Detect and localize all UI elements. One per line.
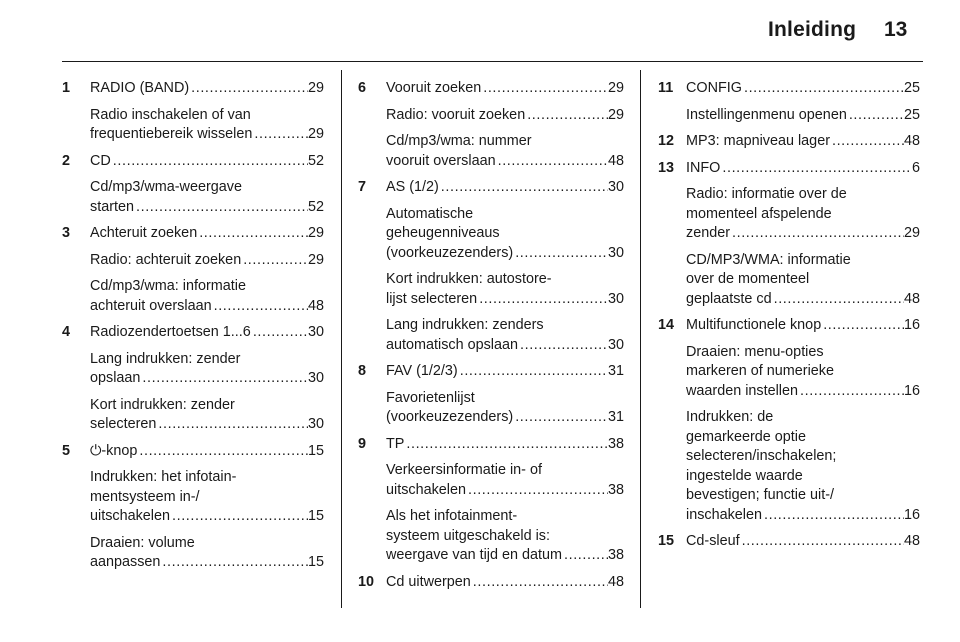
toc-text: Cd/mp3/wma-weergave (90, 179, 242, 195)
toc-subentry (62, 534, 324, 573)
toc-entry (62, 79, 324, 99)
toc-text: Radiozendertoetsen 1...6 (90, 324, 251, 340)
toc-entry (658, 132, 920, 152)
toc-line (358, 316, 624, 336)
toc-text: Favorietenlijst (386, 389, 475, 406)
toc-line (658, 382, 920, 402)
toc-leader-dots (742, 79, 904, 99)
toc-leader-dots (189, 79, 308, 99)
toc-entry (658, 532, 920, 552)
toc-text: weergave van tijd en datum (386, 547, 562, 563)
toc-item-number: 12 (658, 133, 675, 149)
toc-line (358, 106, 624, 126)
toc-line (358, 481, 624, 501)
toc-page-ref: 15 (307, 554, 324, 570)
toc-leader-dots (471, 573, 608, 593)
toc-line (358, 290, 624, 310)
toc-page-ref: 15 (307, 508, 324, 524)
toc-line (658, 428, 920, 448)
toc-text: Cd/mp3/wma: nummer (386, 133, 532, 149)
toc-entry (62, 442, 324, 462)
toc-text: aanpassen (90, 554, 161, 570)
toc-text: (voorkeuzezenders) (386, 244, 514, 261)
toc-page-ref: 48 (903, 133, 920, 149)
toc-page-ref: 48 (607, 573, 624, 590)
toc-page-ref: 52 (307, 198, 324, 215)
toc-page-ref: 48 (903, 290, 920, 307)
toc-text: Achteruit zoeken (90, 225, 198, 241)
toc-item-number: 14 (658, 317, 675, 333)
toc-page-ref: 6 (911, 159, 920, 176)
toc-line (658, 132, 920, 152)
toc-text: MP3: mapniveau lager (686, 133, 830, 149)
toc-line (62, 553, 324, 573)
toc-page-ref: 25 (903, 106, 920, 123)
toc-leader-dots (798, 382, 904, 402)
toc-text: Kort indrukken: autostore- (386, 271, 552, 287)
toc-line (658, 467, 920, 487)
toc-line (62, 468, 324, 488)
toc-column-2 (358, 79, 624, 592)
toc-item-number: 13 (658, 159, 675, 176)
toc-text: Cd/mp3/wma: informatie (90, 278, 246, 294)
toc-item-number: 9 (358, 435, 367, 452)
toc-line (658, 159, 920, 179)
toc-line (62, 507, 324, 527)
toc-text: CD/MP3/WMA: informatie (686, 251, 851, 268)
toc-subentry (358, 461, 624, 500)
toc-page-ref: 29 (607, 106, 624, 123)
toc-text: geheugenniveaus (386, 225, 500, 241)
toc-text: CONFIG (686, 80, 742, 96)
toc-page-ref: 15 (307, 442, 324, 459)
toc-page-ref: 30 (607, 336, 624, 353)
toc-entry (358, 435, 624, 455)
toc-page-ref: 29 (607, 80, 624, 96)
toc-text: Multifunctionele knop (686, 317, 822, 333)
toc-page-ref: 48 (903, 533, 920, 549)
toc-leader-dots (513, 408, 608, 428)
toc-text: markeren of numerieke (686, 363, 834, 379)
toc-leader-dots (562, 546, 608, 566)
toc-leader-dots (477, 290, 608, 310)
toc-page-ref: 48 (607, 152, 624, 169)
toc-line (358, 408, 624, 428)
toc-text: Vooruit zoeken (386, 80, 482, 96)
toc-page-ref: 16 (903, 382, 920, 399)
toc-entry (62, 152, 324, 172)
toc-text: geplaatste cd (686, 290, 772, 307)
toc-text: Lang indrukken: zenders (386, 317, 544, 333)
toc-subentry (62, 396, 324, 435)
toc-text: automatisch opslaan (386, 336, 518, 353)
toc-text: ⏻-knop (90, 442, 138, 459)
toc-leader-dots (439, 178, 608, 198)
toc-line (358, 389, 624, 409)
toc-page-ref: 30 (307, 324, 324, 340)
toc-subentry (658, 251, 920, 310)
toc-line (658, 486, 920, 506)
toc-leader-dots (404, 435, 608, 455)
toc-leader-dots (156, 415, 308, 435)
toc-entry (358, 79, 624, 99)
toc-text: CD (90, 152, 111, 169)
toc-line (62, 125, 324, 145)
toc-subentry (62, 178, 324, 217)
toc-line (658, 447, 920, 467)
toc-item-number: 11 (658, 80, 674, 96)
toc-line (62, 488, 324, 508)
toc-entry (62, 224, 324, 244)
toc-line (358, 270, 624, 290)
toc-leader-dots (720, 159, 912, 179)
toc-text: Radio: informatie over de (686, 186, 847, 202)
toc-item-number: 6 (358, 80, 367, 96)
toc-line (62, 152, 324, 172)
toc-subentry (358, 316, 624, 355)
toc-leader-dots (762, 506, 904, 526)
toc-text: momenteel afspelende (686, 205, 832, 222)
page-number: 13 (884, 18, 908, 41)
toc-page-ref: 29 (307, 126, 324, 142)
toc-text: mentsysteem in-/ (90, 488, 200, 505)
toc-subentry (62, 251, 324, 271)
toc-leader-dots (730, 224, 904, 244)
toc-line (358, 205, 624, 225)
toc-line (358, 178, 624, 198)
toc-line (62, 323, 324, 343)
toc-line (62, 277, 324, 297)
toc-line (62, 369, 324, 389)
toc-line (358, 546, 624, 566)
toc-line (358, 461, 624, 481)
toc-line (658, 205, 920, 225)
toc-line (62, 79, 324, 99)
toc-text: over de momenteel (686, 271, 810, 287)
toc-line (658, 290, 920, 310)
toc-text: inschakelen (686, 506, 763, 523)
toc-line (658, 362, 920, 382)
toc-text: waarden instellen (686, 382, 798, 399)
toc-subentry (62, 468, 324, 527)
toc-line (658, 185, 920, 205)
toc-line (358, 362, 624, 382)
toc-text: Radio: achteruit zoeken (90, 251, 242, 268)
toc-entry (358, 362, 624, 382)
toc-subentry (658, 343, 920, 402)
toc-line (358, 244, 624, 264)
toc-line (358, 152, 624, 172)
toc-text: Indrukken: de (686, 409, 774, 425)
toc-subentry (658, 106, 920, 126)
toc-item-number: 2 (62, 152, 71, 169)
toc-text: Radio: vooruit zoeken (386, 106, 526, 123)
toc-text: Verkeersinformatie in- of (386, 462, 542, 478)
toc-text: Draaien: volume (90, 534, 195, 551)
toc-line (658, 532, 920, 552)
toc-leader-dots (134, 198, 308, 218)
toc-leader-dots (525, 106, 608, 126)
toc-leader-dots (137, 442, 308, 462)
toc-item-number: 7 (358, 179, 367, 195)
toc-line (62, 198, 324, 218)
toc-page-ref: 52 (307, 152, 324, 169)
toc-subentry (358, 132, 624, 171)
toc-text: vooruit overslaan (386, 152, 496, 169)
toc-page-ref: 38 (607, 435, 624, 452)
toc-leader-dots (170, 507, 308, 527)
toc-text: uitschakelen (386, 481, 466, 498)
header-rule (62, 61, 923, 62)
toc-leader-dots (481, 79, 608, 99)
toc-entry (358, 573, 624, 593)
toc-line (358, 507, 624, 527)
toc-text: selecteren/inschakelen; (686, 448, 837, 464)
toc-leader-dots (140, 369, 308, 389)
toc-line (658, 316, 920, 336)
toc-line (658, 251, 920, 271)
toc-item-number: 15 (658, 533, 675, 549)
toc-page-ref: 29 (307, 251, 324, 268)
toc-leader-dots (251, 323, 308, 343)
toc-text: Automatische (386, 205, 474, 222)
toc-leader-dots (740, 532, 904, 552)
toc-line (658, 506, 920, 526)
toc-page-ref: 30 (307, 370, 324, 386)
toc-text: gemarkeerde optie (686, 428, 806, 445)
toc-line (658, 106, 920, 126)
toc-line (358, 435, 624, 455)
toc-text: bevestigen; functie uit-/ (686, 487, 834, 503)
toc-line (658, 224, 920, 244)
toc-item-number: 3 (62, 225, 71, 241)
toc-text: RADIO (BAND) (90, 80, 190, 96)
toc-entry (658, 316, 920, 336)
toc-leader-dots (241, 251, 308, 271)
toc-line (358, 573, 624, 593)
toc-text: TP (386, 435, 405, 452)
toc-line (358, 224, 624, 244)
toc-leader-dots (458, 362, 608, 382)
toc-text: Cd-sleuf (686, 533, 740, 549)
toc-page-ref: 38 (607, 547, 624, 563)
toc-column-1 (62, 79, 324, 573)
toc-column-3 (658, 79, 920, 552)
toc-page-ref: 38 (607, 481, 624, 498)
toc-page-ref: 29 (307, 80, 324, 96)
toc-page-ref: 16 (903, 317, 920, 333)
column-divider-1 (341, 70, 342, 608)
toc-line (658, 343, 920, 363)
toc-text: starten (90, 198, 134, 215)
toc-item-number: 8 (358, 363, 367, 379)
toc-text: frequentiebereik wisselen (90, 126, 253, 142)
toc-page-ref: 30 (607, 244, 624, 261)
toc-subentry (62, 277, 324, 316)
toc-page-ref: 29 (307, 225, 324, 241)
toc-leader-dots (772, 290, 904, 310)
toc-subentry (358, 205, 624, 264)
toc-text: opslaan (90, 370, 141, 386)
toc-subentry (358, 106, 624, 126)
toc-leader-dots (212, 297, 308, 317)
toc-entry (62, 323, 324, 343)
toc-entry (358, 178, 624, 198)
toc-line (358, 336, 624, 356)
toc-subentry (658, 408, 920, 525)
toc-page-ref: 30 (607, 290, 624, 307)
toc-subentry (358, 507, 624, 566)
toc-subentry (358, 389, 624, 428)
toc-line (62, 178, 324, 198)
toc-page-ref: 31 (607, 363, 624, 379)
toc-leader-dots (847, 106, 904, 126)
toc-text: Draaien: menu-opties (686, 343, 824, 360)
toc-text: Lang indrukken: zender (90, 350, 241, 367)
toc-line (62, 415, 324, 435)
toc-leader-dots (111, 152, 308, 172)
toc-subentry (62, 106, 324, 145)
toc-item-number: 1 (62, 80, 71, 96)
toc-line (62, 251, 324, 271)
toc-text: Instellingenmenu openen (686, 106, 847, 123)
toc-line (62, 442, 324, 462)
toc-text: (voorkeuzezenders) (386, 409, 514, 425)
toc-leader-dots (466, 481, 608, 501)
toc-line (62, 534, 324, 554)
toc-text: uitschakelen (90, 508, 170, 524)
page-title: Inleiding (768, 18, 857, 41)
toc-text: Indrukken: het infotain- (90, 469, 237, 485)
toc-line (658, 79, 920, 99)
toc-line (62, 396, 324, 416)
toc-line (62, 106, 324, 126)
toc-item-number: 4 (62, 324, 71, 340)
toc-leader-dots (252, 125, 308, 145)
toc-subentry (658, 185, 920, 244)
toc-text: INFO (686, 159, 721, 176)
toc-leader-dots (197, 224, 308, 244)
toc-item-number: 10 (358, 573, 375, 590)
toc-page-ref: 29 (903, 225, 920, 241)
toc-text: Kort indrukken: zender (90, 396, 235, 413)
toc-entry (658, 159, 920, 179)
toc-subentry (62, 350, 324, 389)
toc-line (658, 408, 920, 428)
toc-page-ref: 48 (307, 297, 324, 314)
toc-text: lijst selecteren (386, 290, 478, 307)
toc-item-number: 5 (62, 442, 71, 459)
toc-text: ingestelde waarde (686, 467, 803, 484)
toc-text: Radio inschakelen of van (90, 106, 251, 123)
toc-text: FAV (1/2/3) (386, 363, 458, 379)
toc-line (358, 79, 624, 99)
toc-text: selecteren (90, 416, 157, 432)
toc-page-ref: 30 (307, 416, 324, 432)
toc-page-ref: 31 (607, 409, 624, 425)
toc-text: Cd uitwerpen (386, 573, 471, 590)
toc-leader-dots (821, 316, 904, 336)
toc-leader-dots (830, 132, 904, 152)
toc-line (62, 224, 324, 244)
toc-page-ref: 30 (607, 179, 624, 195)
toc-text: zender (686, 225, 731, 241)
column-divider-2 (640, 70, 641, 608)
toc-page-ref: 16 (903, 506, 920, 523)
toc-line (62, 350, 324, 370)
toc-text: achteruit overslaan (90, 297, 212, 314)
toc-page-ref: 25 (903, 80, 920, 96)
toc-line (62, 297, 324, 317)
toc-line (358, 527, 624, 547)
toc-entry (658, 79, 920, 99)
toc-leader-dots (513, 244, 608, 264)
toc-line (658, 270, 920, 290)
toc-text: Als het infotainment- (386, 508, 518, 524)
toc-text: systeem uitgeschakeld is: (386, 527, 550, 544)
toc-leader-dots (518, 336, 608, 356)
toc-leader-dots (496, 152, 608, 172)
toc-subentry (358, 270, 624, 309)
toc-leader-dots (160, 553, 308, 573)
toc-line (358, 132, 624, 152)
toc-text: AS (1/2) (386, 179, 439, 195)
